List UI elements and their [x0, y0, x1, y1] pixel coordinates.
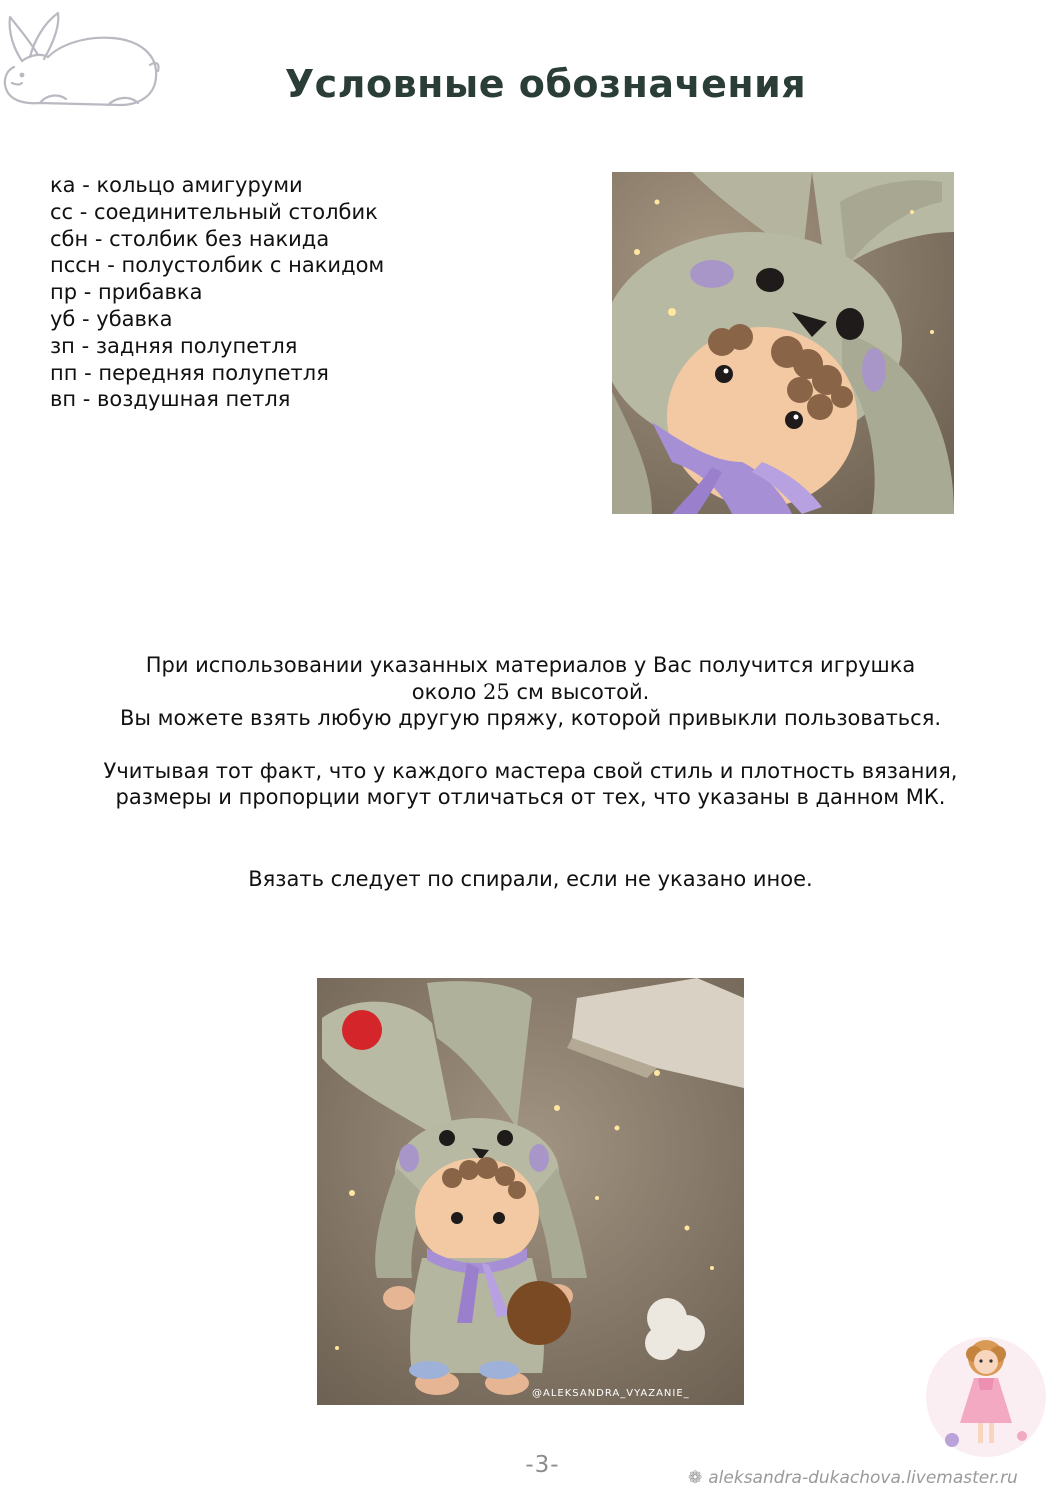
legend-item: вп - воздушная петля — [50, 387, 291, 412]
intro-line: размеры и пропорции могут отличаться от тех, что указаны в данном МК. — [115, 785, 946, 809]
intro-line: При использовании указанных материалов у Вас получится игрушка — [145, 653, 916, 677]
intro-line: Учитывая тот факт, что у каждого мастера свой стиль и плотность вязания, — [103, 758, 958, 783]
legend-item: уб - убавка — [50, 306, 173, 331]
doll-closeup-photo — [612, 172, 954, 514]
legend-item: сс - соединительный столбик — [50, 199, 378, 224]
intro-line: Вы можете взять любую другую пряжу, которой привыкли пользоваться. — [119, 706, 942, 730]
intro-line-text: около — [411, 679, 484, 704]
intro-line-height — [0, 679, 1061, 706]
author-logo-icon — [922, 1328, 1050, 1466]
legend-item: сбн - столбик без накида — [50, 226, 330, 251]
footer-url: aleksandra-dukachova.livemaster.ru — [708, 1468, 1018, 1488]
page-number: -3- — [525, 1452, 560, 1478]
photo-watermark: @ALEKSANDRA_VYAZANIE_ — [532, 1388, 690, 1399]
intro-text — [0, 652, 1061, 811]
flower-icon: ❁ — [688, 1468, 703, 1488]
legend-item: пр - прибавка — [50, 280, 203, 305]
doll-full-photo — [317, 978, 744, 1405]
page-title: Условные обозначения — [284, 62, 807, 106]
legend-item: ка - кольцо амигуруми — [50, 173, 303, 197]
legend-item: пп - передняя полупетля — [50, 360, 329, 385]
intro-line-text: см высотой. — [509, 679, 650, 704]
legend-item: пссн - полустолбик с накидом — [50, 253, 385, 278]
height-value: 25 — [483, 679, 510, 704]
abbreviation-legend — [50, 172, 384, 413]
footer-site — [688, 1468, 1018, 1488]
spiral-note: Вязать следует по спирали, если не указано иное. — [248, 867, 813, 891]
legend-item: зп - задняя полупетля — [50, 333, 298, 358]
